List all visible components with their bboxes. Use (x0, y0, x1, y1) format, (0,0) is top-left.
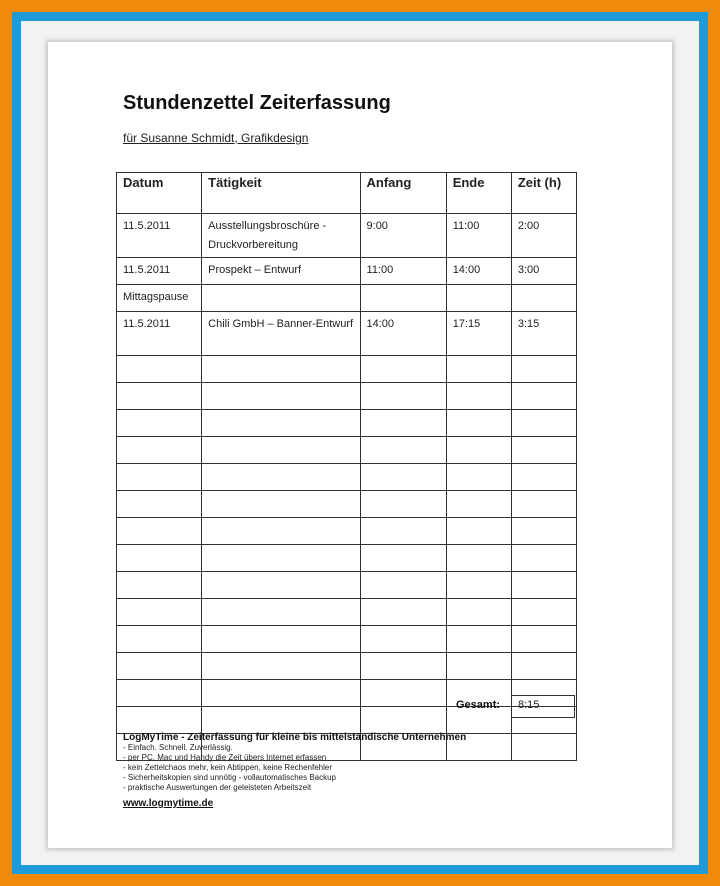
empty-cell (446, 518, 511, 545)
empty-cell (202, 491, 360, 518)
empty-cell (202, 356, 360, 383)
empty-cell (511, 599, 576, 626)
empty-cell (117, 464, 202, 491)
empty-cell (511, 356, 576, 383)
empty-cell (360, 410, 446, 437)
empty-cell (446, 491, 511, 518)
cell-datum: 11.5.2011 (117, 214, 202, 258)
empty-table-row (117, 410, 577, 437)
table-row (117, 214, 577, 258)
empty-cell (360, 437, 446, 464)
empty-cell (360, 653, 446, 680)
empty-table-row (117, 437, 577, 464)
cell-taetigkeit (202, 285, 360, 312)
header-datum: Datum (117, 173, 202, 214)
empty-cell (202, 626, 360, 653)
cell-taetigkeit: Ausstellungsbroschüre - Druckvorbereitung (202, 214, 360, 258)
document-page (48, 42, 672, 848)
empty-cell (202, 518, 360, 545)
cell-anfang (360, 285, 446, 312)
cell-zeit (511, 285, 576, 312)
empty-cell (511, 464, 576, 491)
cell-taetigkeit: Prospekt – Entwurf (202, 258, 360, 285)
empty-table-row (117, 518, 577, 545)
empty-cell (446, 464, 511, 491)
cell-taetigkeit: Chili GmbH – Banner-Entwurf (202, 312, 360, 356)
timesheet-table (116, 172, 577, 761)
empty-cell (511, 545, 576, 572)
cell-datum: Mittagspause (117, 285, 202, 312)
empty-cell (117, 437, 202, 464)
empty-cell (117, 518, 202, 545)
empty-cell (202, 545, 360, 572)
empty-table-row (117, 491, 577, 518)
empty-cell (117, 572, 202, 599)
cell-ende: 17:15 (446, 312, 511, 356)
cell-zeit: 3:15 (511, 312, 576, 356)
empty-cell (446, 626, 511, 653)
footer-line: - praktische Auswertungen der geleisteten Arbeitszeit (123, 783, 312, 792)
empty-cell (511, 410, 576, 437)
empty-cell (360, 518, 446, 545)
empty-cell (511, 437, 576, 464)
empty-cell (360, 545, 446, 572)
header-ende: Ende (446, 173, 511, 214)
cell-datum: 11.5.2011 (117, 312, 202, 356)
empty-table-row (117, 383, 577, 410)
empty-cell (117, 626, 202, 653)
empty-cell (511, 518, 576, 545)
empty-cell (202, 653, 360, 680)
empty-cell (446, 572, 511, 599)
empty-cell (446, 599, 511, 626)
table-row (117, 258, 577, 285)
empty-cell (446, 545, 511, 572)
empty-table-row (117, 572, 577, 599)
footer-heading: LogMyTime - Zeiterfassung für kleine bis mittelständische Unternehmen (123, 732, 467, 743)
empty-cell (511, 572, 576, 599)
empty-cell (117, 545, 202, 572)
cell-anfang: 14:00 (360, 312, 446, 356)
table-header-row (117, 173, 577, 214)
empty-cell (117, 653, 202, 680)
empty-cell (202, 572, 360, 599)
header-taetigkeit: Tätigkeit (202, 173, 360, 214)
empty-cell (511, 626, 576, 653)
header-anfang: Anfang (360, 173, 446, 214)
empty-table-row (117, 464, 577, 491)
total-label: Gesamt: (456, 699, 501, 711)
footer-ad (123, 732, 643, 811)
cell-ende: 11:00 (446, 214, 511, 258)
empty-cell (202, 464, 360, 491)
empty-table-row (117, 545, 577, 572)
empty-cell (117, 410, 202, 437)
table-row (117, 312, 577, 356)
empty-cell (360, 464, 446, 491)
empty-cell (202, 599, 360, 626)
empty-cell (202, 410, 360, 437)
cell-anfang: 11:00 (360, 258, 446, 285)
cell-zeit: 2:00 (511, 214, 576, 258)
empty-cell (511, 491, 576, 518)
empty-cell (446, 356, 511, 383)
empty-cell (117, 356, 202, 383)
header-zeit: Zeit (h) (511, 173, 576, 214)
empty-table-row (117, 653, 577, 680)
empty-table-row (117, 626, 577, 653)
cell-ende (446, 285, 511, 312)
cell-zeit: 3:00 (511, 258, 576, 285)
empty-cell (511, 653, 576, 680)
empty-cell (117, 383, 202, 410)
empty-cell (360, 572, 446, 599)
footer-line: - per PC, Mac und Handy die Zeit übers Internet erfassen (123, 753, 327, 762)
empty-cell (446, 437, 511, 464)
cell-anfang: 9:00 (360, 214, 446, 258)
total-row (116, 695, 577, 719)
total-value: 8:15 (511, 695, 575, 718)
empty-table-row (117, 599, 577, 626)
website-link[interactable]: www.logmytime.de (123, 798, 214, 809)
empty-cell (446, 410, 511, 437)
empty-cell (202, 437, 360, 464)
document-title: Stundenzettel Zeiterfassung (123, 92, 391, 114)
cell-ende: 14:00 (446, 258, 511, 285)
cell-datum: 11.5.2011 (117, 258, 202, 285)
empty-table-row (117, 356, 577, 383)
empty-cell (446, 383, 511, 410)
footer-line: - kein Zettelchaos mehr, kein Abtippen, keine Rechenfehler (123, 763, 333, 772)
footer-line: - Einfach. Schnell. Zuverlässig. (123, 743, 233, 752)
empty-cell (202, 383, 360, 410)
empty-cell (511, 383, 576, 410)
document-subtitle: für Susanne Schmidt, Grafikdesign (123, 131, 309, 145)
footer-line: - Sicherheitskopien sind unnötig - vollautomatisches Backup (123, 773, 337, 782)
empty-cell (360, 626, 446, 653)
empty-cell (360, 491, 446, 518)
empty-cell (360, 599, 446, 626)
empty-cell (360, 383, 446, 410)
empty-cell (117, 599, 202, 626)
table-row (117, 285, 577, 312)
empty-cell (360, 356, 446, 383)
empty-cell (117, 491, 202, 518)
empty-cell (446, 653, 511, 680)
